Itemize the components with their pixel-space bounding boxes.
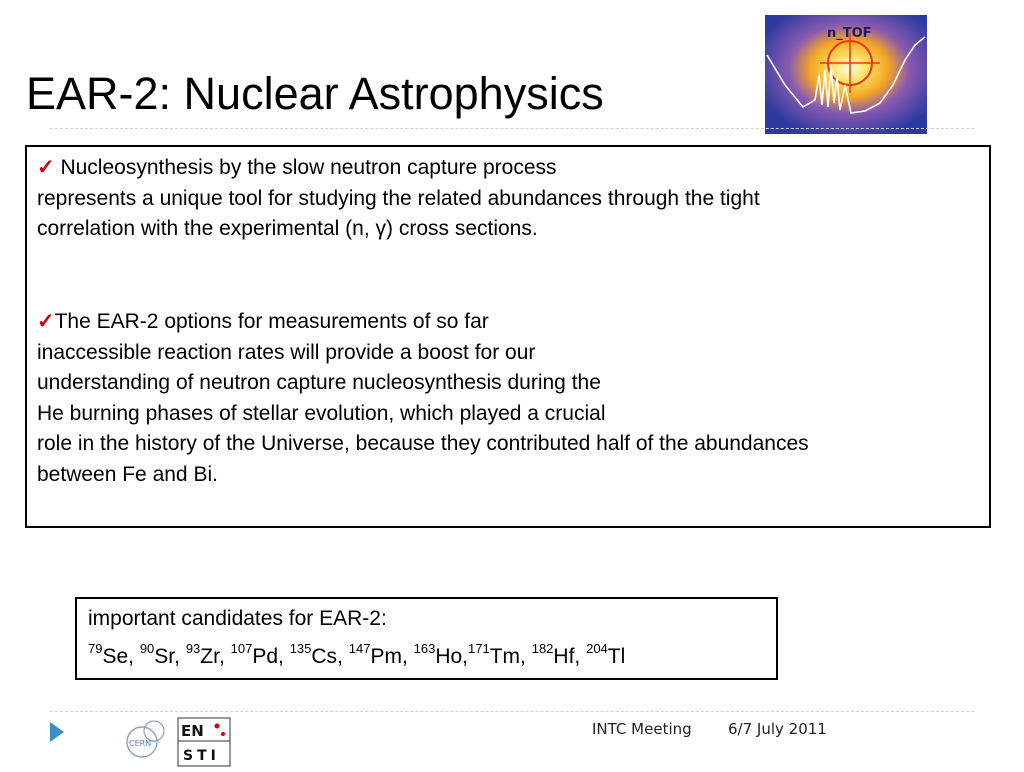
paragraph-nucleosynthesis: ✓ Nucleosynthesis by the slow neutron capture process represents a unique tool for studying the related abundances through the tight correlation with the experimental (n, γ) cross sections. [37,156,760,240]
isotope-se: $^{79}$Se, [88,641,140,668]
ntof-logo-icon [765,15,927,134]
isotope-pm: $^{147}$Pm, [348,641,414,668]
isotope-zr: $^{93}$Zr, [185,641,231,668]
isotope-tl: $^{204}$Tl [586,641,626,668]
isotope-hf: $^{182}$Hf, [531,641,587,668]
footer-date: 6/7 July 2011 [728,720,827,738]
en-sti-logo-icon [177,717,231,767]
isotope-tm: $^{171}$Tm, [468,641,532,668]
svg-text:EN: EN [181,722,204,740]
slide-title: EAR-2: Nuclear Astrophysics [26,68,604,119]
isotope-pd: $^{107}$Pd, [230,641,290,668]
svg-text:STI: STI [183,748,220,764]
next-slide-arrow-icon[interactable] [50,722,64,742]
title-divider [50,128,974,129]
check-mark-icon: ✓ [37,156,55,179]
svg-text:n_TOF: n_TOF [827,26,872,41]
main-content-box [25,145,991,528]
isotope-sr: $^{90}$Sr, [139,641,186,668]
candidates-heading: important candidates for EAR-2: [88,607,387,630]
check-mark-icon: ✓ [37,310,55,333]
paragraph-ear2-options: ✓The EAR-2 options for measurements of so far inaccessible reaction rates will provide a boost for our understanding of neutron capture nucleosynthesis during the He burning phases of stellar evolution, which played a crucial role in the history of the Universe, because they contributed half of the abundances between Fe and Bi. [37,310,809,486]
footer-meeting: INTC Meeting [592,720,692,738]
svg-text:CERN: CERN [129,739,152,748]
cern-logo-icon [120,716,172,766]
footer-divider [50,711,974,712]
isotope-cs: $^{135}$Cs, [289,641,349,668]
isotope-ho: $^{163}$Ho, [413,641,469,668]
candidates-box [75,597,778,680]
candidates-list [88,642,625,672]
